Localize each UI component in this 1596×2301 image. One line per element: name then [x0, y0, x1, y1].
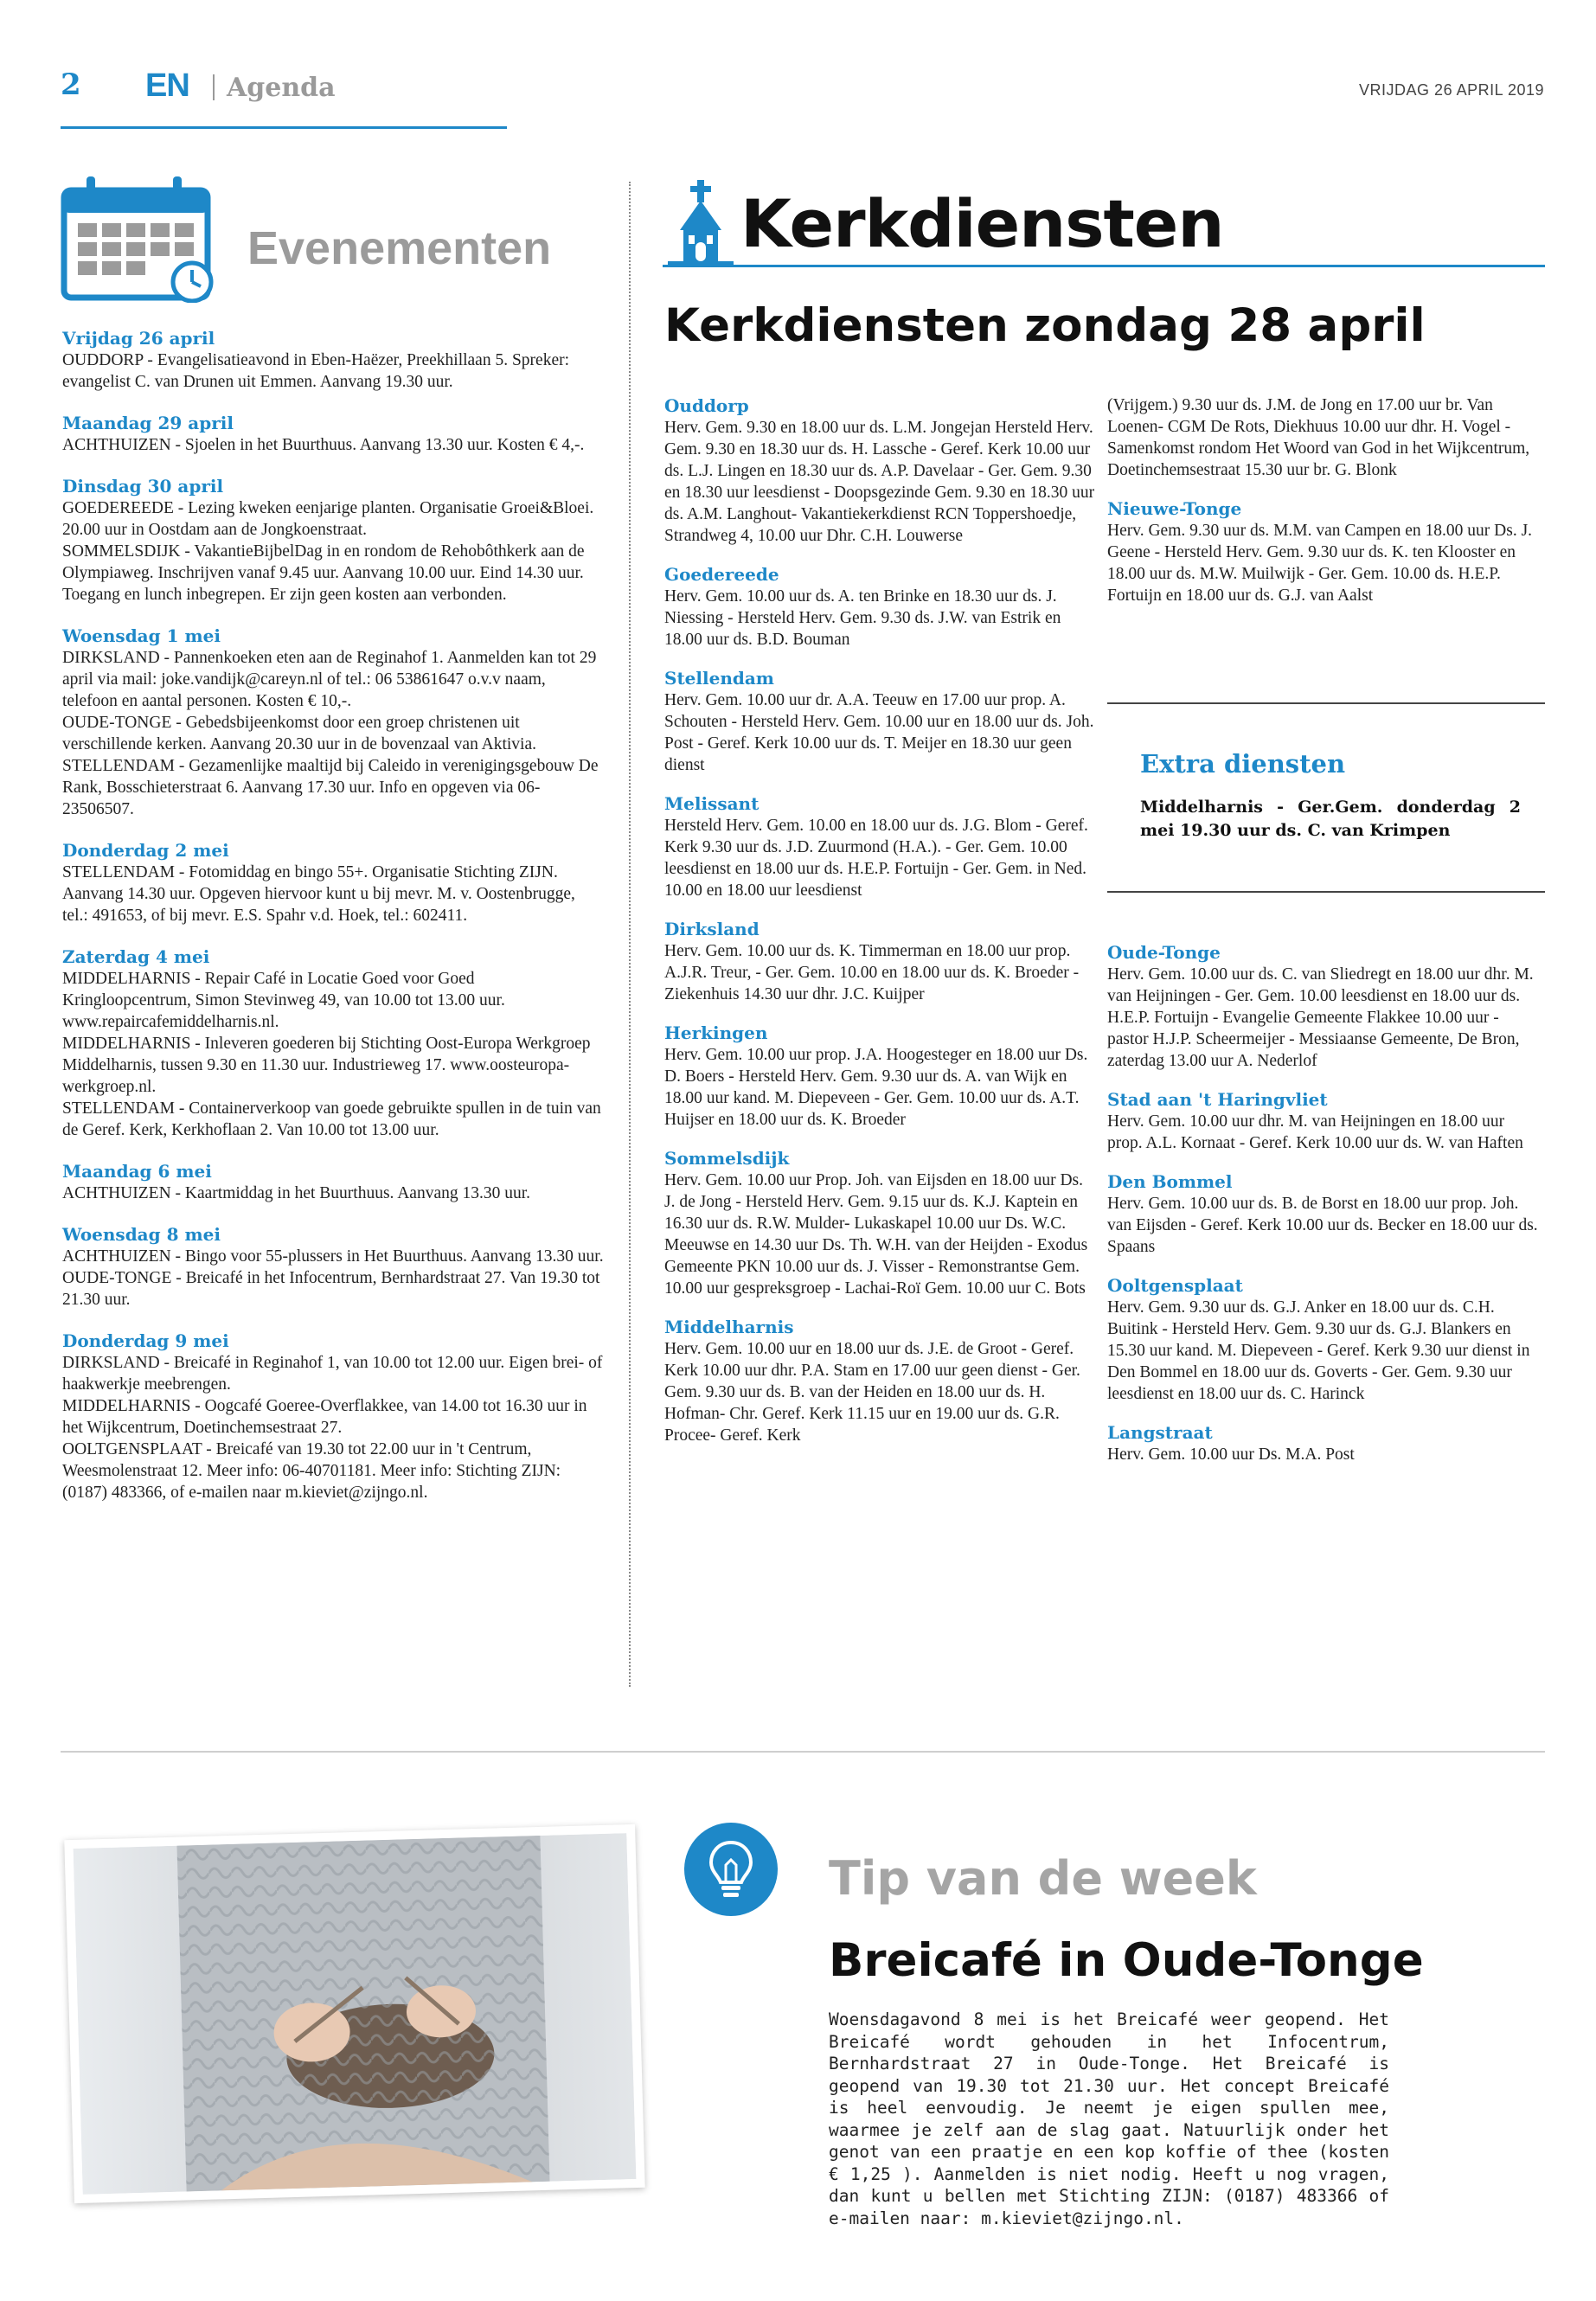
event-day-heading: Dinsdag 30 april	[62, 476, 224, 497]
event-item: OUDE-TONGE - Breicafé in het Infocentrum, Bernhardstraat 27. Van 19.30 tot 21.30 uur.	[62, 1269, 600, 1309]
service-entry	[1107, 941, 1540, 1072]
kerkdiensten-title: Kerkdiensten	[740, 185, 1224, 262]
events-list	[62, 327, 604, 1522]
event-item: DIRKSLAND - Breicafé in Reginahof 1, van 10.00 tot 12.00 uur. Eigen brei- of haakwerkje meebrengen.	[62, 1354, 603, 1394]
service-place: Oude-Tonge	[1107, 942, 1221, 963]
service-entry	[664, 918, 1097, 1005]
event-item: ACHTHUIZEN - Sjoelen in het Buurthuus. Aanvang 13.30 uur. Kosten € 4,-.	[62, 436, 585, 454]
service-place: Langstraat	[1107, 1422, 1213, 1443]
event-day-heading: Donderdag 9 mei	[62, 1330, 229, 1351]
service-text: Herv. Gem. 10.00 uur en 18.00 uur ds. J.E. de Groot - Geref. Kerk 10.00 uur dhr. P.A. Stam en 17.00 uur geen dienst - Ger. Gem. 9.30 uur ds. B. van der Heiden en 18.00 uur ds. H. Hofman- Chr. Geref. Kerk 11.15 uur en 19.00 uur ds. G.R. Procee- Geref. Kerk	[664, 1340, 1080, 1445]
event-item: SOMMELSDIJK - VakantieBijbelDag in en rondom de Rehobôthkerk aan de Olympiaweg. Inschrijven vanaf 9.45 uur. Aanvang 10.00 uur. Eind 14.30 uur. Toegang en lunch inbegrepen. Er zijn geen kosten aan verbonden.	[62, 542, 585, 604]
service-place: Goedereede	[664, 564, 779, 585]
service-entry	[664, 394, 1097, 547]
service-place: Dirksland	[664, 919, 760, 939]
extra-diensten-text: Middelharnis - Ger.Gem. donderdag 2 mei 19.30 uur ds. C. van Krimpen	[1140, 798, 1521, 840]
knitting-photo-image	[74, 1833, 637, 2195]
event-day-heading: Donderdag 2 mei	[62, 840, 229, 861]
section-divider	[61, 1751, 1545, 1753]
event-item: STELLENDAM - Fotomiddag en bingo 55+. Organisatie Stichting ZIJN. Aanvang 14.30 uur. Opgeven hiervoor kunt u bij mevr. M. v. Oostenbrugge, tel.: 491653, of bij mevr. E.S. Spahr v.d. Hoek, tel.: 602411.	[62, 863, 575, 925]
issue-date: VRIJDAG 26 APRIL 2019	[1359, 81, 1544, 99]
service-place: Ooltgensplaat	[1107, 1275, 1243, 1296]
event-item: MIDDELHARNIS - Inleveren goederen bij Stichting Oost-Europa Werkgroep Middelharnis, tussen 9.30 en 11.30 uur. Industrieweg 17. www.oosteuropa-werkgroep.nl.	[62, 1035, 591, 1096]
kerkdiensten-column-2-top	[1107, 394, 1540, 623]
service-text: Herv. Gem. 10.00 uur prop. J.A. Hoogesteger en 18.00 uur Ds. D. Boers - Hersteld Herv. Gem. 9.30 uur ds. A. van Wijk en 18.00 uur kand. M. Diepeveen - Ger. Gem. 10.00 uur ds. A.T. Huijser en 18.00 uur ds. K. Broeder	[664, 1046, 1088, 1129]
service-text: Herv. Gem. 9.30 uur ds. M.M. van Campen en 18.00 uur Ds. J. Geene - Hersteld Herv. Gem. 9.30 uur ds. K. ten Klooster en 18.00 uur ds. M.W. Muilwijk - Ger. Gem. 10.00 ds. H.E.P. Fortuijn en 18.00 uur ds. G.J. van Aalst	[1107, 522, 1533, 605]
lightbulb-icon	[683, 1822, 779, 1917]
service-text: Herv. Gem. 10.00 uur ds. K. Timmerman en 18.00 uur prop. A.J.R. Treur, - Ger. Gem. 10.00 en 18.00 uur ds. K. Broeder - Ziekenhuis 14.30 uur dhr. J.C. Kuijper	[664, 942, 1080, 1003]
event-day-heading: Woensdag 1 mei	[62, 625, 221, 646]
event-day-group	[62, 1223, 604, 1311]
event-day-group	[62, 1160, 604, 1204]
event-day-heading: Maandag 29 april	[62, 413, 234, 433]
event-item: STELLENDAM - Containerverkoop van goede gebruikte spullen in de tuin van de Geref. Kerk, Kerkhoflaan 2. Van 10.00 tot 13.00 uur.	[62, 1099, 601, 1139]
service-entry	[664, 1316, 1097, 1446]
service-text: Hersteld Herv. Gem. 10.00 en 18.00 uur ds. J.G. Blom - Geref. Kerk 9.30 uur ds. J.D. Zuurmond (H.A.). - Ger. Gem. 10.00 leesdienst en 18.00 uur ds. H.E.P. Fortuijn - Ger. Gem. in Ned. 10.00 en 18.00 uur leesdienst	[664, 817, 1088, 900]
event-day-heading: Maandag 6 mei	[62, 1161, 212, 1182]
event-item: ACHTHUIZEN - Bingo voor 55-plussers in Het Buurthuus. Aanvang 13.30 uur.	[62, 1247, 604, 1266]
page-number: 2	[61, 67, 81, 102]
service-text: Herv. Gem. 10.00 uur ds. C. van Sliedregt en 18.00 uur dhr. M. van Heijningen - Ger. Gem. 10.00 leesdienst en 18.00 uur ds. H.E.P. Fortuijn - Evangelie Gemeente Flakkee 10.00 uur - pastor H.J.P. Scheermeijer - Messiaanse Gemeente, De Bron, zaterdag 13.00 uur A. Nederlof	[1107, 965, 1534, 1070]
event-item: ACHTHUIZEN - Kaartmiddag in het Buurthuus. Aanvang 13.30 uur.	[62, 1184, 531, 1202]
service-text: Herv. Gem. 10.00 uur Prop. Joh. van Eijsden en 18.00 uur Ds. J. de Jong - Hersteld Herv. Gem. 9.15 uur ds. K.J. Kaptein en 16.30 uur ds. R.W. Mulder- Lukaskapel 10.00 uur Ds. W.C. Meeuwse en 14.30 uur Ds. Th. W.H. van der Heijden - Exodus Gemeente PKN 10.00 uur ds. J. Visser - Remonstrantse Gem. 10.00 uur gespreksgroep - Lachai-Roï Gem. 10.00 uur C. Bots	[664, 1171, 1088, 1298]
service-text: Herv. Gem. 10.00 uur ds. A. ten Brinke en 18.30 uur ds. J. Niessing - Hersteld Herv. Gem. 9.30 ds. J.W. van Estrik en 18.00 uur ds. B.D. Bouman	[664, 587, 1061, 649]
event-item: DIRKSLAND - Pannenkoeken eten aan de Reginahof 1. Aanmelden kan tot 29 april via mail: joke.vandijk@careyn.nl of tel.: 06 53861647 o.v.v naam, telefoon en aantal personen. Kosten € 10,-.	[62, 649, 597, 710]
event-item: OOLTGENSPLAAT - Breicafé van 19.30 tot 22.00 uur in 't Centrum, Weesmolenstraat 12. Meer info: 06-40701181. Meer info: Stichting ZIJN: (0187) 483366, of e-mailen naar m.kieviet@zijngo.nl.	[62, 1440, 561, 1502]
extra-diensten-title: Extra diensten	[1140, 749, 1346, 779]
evenementen-title: Evenementen	[247, 222, 552, 274]
service-place: Nieuwe-Tonge	[1107, 498, 1242, 519]
column-divider	[629, 182, 631, 1687]
event-day-group	[62, 625, 604, 820]
event-day-group	[62, 412, 604, 456]
tip-headline: Breicafé in Oude-Tonge	[829, 1934, 1424, 1987]
kerkdiensten-subtitle: Kerkdiensten zondag 28 april	[664, 299, 1426, 352]
event-day-group	[62, 475, 604, 606]
event-day-group	[62, 1330, 604, 1503]
service-text: Herv. Gem. 10.00 uur dhr. M. van Heijningen en 18.00 uur prop. A.L. Kornaat - Geref. Kerk 10.00 uur ds. W. van Haften	[1107, 1112, 1523, 1152]
service-text: Herv. Gem. 10.00 uur Ds. M.A. Post	[1107, 1445, 1355, 1464]
service-entry	[1107, 1170, 1540, 1258]
service-entry	[664, 1022, 1097, 1131]
event-item: OUDE-TONGE - Gebedsbijeenkomst door een groep christenen uit verschillende kerken. Aanvang 20.30 uur in de bovenzaal van Aktivia.	[62, 714, 536, 753]
service-text: Herv. Gem. 9.30 en 18.00 uur ds. L.M. Jongejan Hersteld Herv. Gem. 9.30 en 18.30 uur ds. H. Lassche - Geref. Kerk 10.00 uur ds. L.J. Lingen en 18.30 uur ds. A.P. Davelaar - Ger. Gem. 9.30 en 18.30 uur leesdienst - Doopsgezinde Gem. 9.30 en 18.30 uur ds. A.M. Langhout- Vakantiekerkdienst RCN Toppershoedje, Strandweg 4, 10.00 uur Dhr. C.H. Louwerse	[664, 419, 1095, 545]
service-entry	[1107, 1274, 1540, 1405]
service-place: Middelharnis	[664, 1317, 794, 1337]
event-item: STELLENDAM - Gezamenlijke maaltijd bij Caleido in verenigingsgebouw De Rank, Bosschieterstraat 6. Aanvang 17.30 uur. Info en opgeven via 06-23506507.	[62, 757, 599, 818]
service-entry	[1107, 394, 1540, 481]
service-place: Sommelsdijk	[664, 1148, 790, 1169]
event-item: MIDDELHARNIS - Oogcafé Goeree-Overflakkee, van 14.00 tot 16.30 uur in het Wijkcentrum, Doetinchemsestraat 27.	[62, 1397, 587, 1437]
service-entry	[1107, 497, 1540, 606]
event-day-heading: Zaterdag 4 mei	[62, 946, 210, 967]
tip-label: Tip van de week	[829, 1851, 1257, 1906]
extra-top-rule	[1107, 702, 1545, 704]
header-rule	[61, 126, 507, 129]
event-day-group	[62, 839, 604, 926]
event-item: GOEDEREEDE - Lezing kweken eenjarige planten. Organisatie Groei&Bloei. 20.00 uur in Oostdam aan de Jongkoenstraat.	[62, 499, 594, 539]
service-place: Herkingen	[664, 1022, 768, 1043]
event-day-group	[62, 945, 604, 1141]
newspaper-logo: EN	[145, 67, 189, 104]
event-day-group	[62, 327, 604, 393]
extra-bottom-rule	[1107, 891, 1545, 893]
event-item: MIDDELHARNIS - Repair Café in Locatie Goed voor Goed Kringloopcentrum, Simon Stevinweg 49, van 10.00 tot 13.00 uur. www.repaircafemiddelharnis.nl.	[62, 970, 505, 1031]
service-place: Stad aan 't Haringvliet	[1107, 1089, 1328, 1110]
event-day-heading: Woensdag 8 mei	[62, 1224, 221, 1245]
service-text: (Vrijgem.) 9.30 uur ds. J.M. de Jong en 17.00 uur br. Van Loenen- CGM De Rots, Diekhuus 10.00 uur dhr. H. Vogel -Samenkomst rondom Het Woord van God in het Wijkcentrum, Doetinchemsestraat 15.30 uur br. G. Blonk	[1107, 396, 1530, 479]
event-item: OUDDORP - Evangelisatieavond in Eben-Haëzer, Preekhillaan 5. Spreker: evangelist C. van Drunen uit Emmen. Aanvang 19.30 uur.	[62, 351, 570, 391]
service-entry	[664, 563, 1097, 651]
section-title: Agenda	[227, 73, 336, 103]
knitting-photo	[64, 1824, 644, 2203]
event-day-heading: Vrijdag 26 april	[62, 328, 215, 349]
service-entry	[664, 1147, 1097, 1299]
kerkdiensten-column-1	[664, 394, 1097, 1463]
tip-body: Woensdagavond 8 mei is het Breicafé weer geopend. Het Breicafé wordt gehouden in het Infocentrum, Bernhardstraat 27 in Oude-Tonge. Het Breicafé is geopend van 19.30 tot 21.30 uur. Het concept Breicafé is heel eenvoudig. Je neemt je eigen spullen mee, waarmee je zelf aan de slag gaat. Natuurlijk onder het genot van een praatje en een kop koffie of thee (kosten € 1,25 ). Aanmelden is niet nodig. Heeft u nog vragen, dan kunt u bellen met Stichting ZIJN: (0187) 483366 of e-mailen naar: m.kieviet@zijngo.nl.	[829, 2009, 1389, 2228]
service-place: Stellendam	[664, 668, 774, 689]
service-entry	[664, 667, 1097, 776]
service-text: Herv. Gem. 10.00 uur dr. A.A. Teeuw en 17.00 uur prop. A. Schouten - Hersteld Herv. Gem. 10.00 uur en 18.00 uur ds. Joh. Post - Geref. Kerk 10.00 uur ds. T. Meijer en 18.30 uur geen dienst	[664, 691, 1094, 774]
kerkdiensten-rule	[663, 265, 1545, 267]
service-place: Melissant	[664, 793, 760, 814]
service-entry	[1107, 1421, 1540, 1465]
service-entry	[1107, 1088, 1540, 1154]
church-icon	[663, 180, 739, 270]
service-text: Herv. Gem. 10.00 uur ds. B. de Borst en 18.00 uur prop. Joh. van Eijsden - Geref. Kerk 10.00 uur ds. Becker en 18.00 uur ds. Spaans	[1107, 1195, 1538, 1256]
calendar-clock-icon	[61, 173, 221, 303]
service-place: Ouddorp	[664, 395, 749, 416]
service-entry	[664, 792, 1097, 901]
service-text: Herv. Gem. 9.30 uur ds. G.J. Anker en 18.00 uur ds. C.H. Buitink - Hersteld Herv. Gem. 9.30 uur ds. G.J. Blankers en 15.30 uur kand. M. Diepeveen - Geref. Kerk 9.30 uur dienst in Den Bommel en 18.00 uur ds. Goverts - Ger. Gem. 9.30 uur leesdienst en 18.00 uur ds. C. Harinck	[1107, 1298, 1530, 1403]
header-divider	[213, 74, 215, 100]
kerkdiensten-column-2-bottom	[1107, 941, 1540, 1482]
service-place: Den Bommel	[1107, 1171, 1233, 1192]
